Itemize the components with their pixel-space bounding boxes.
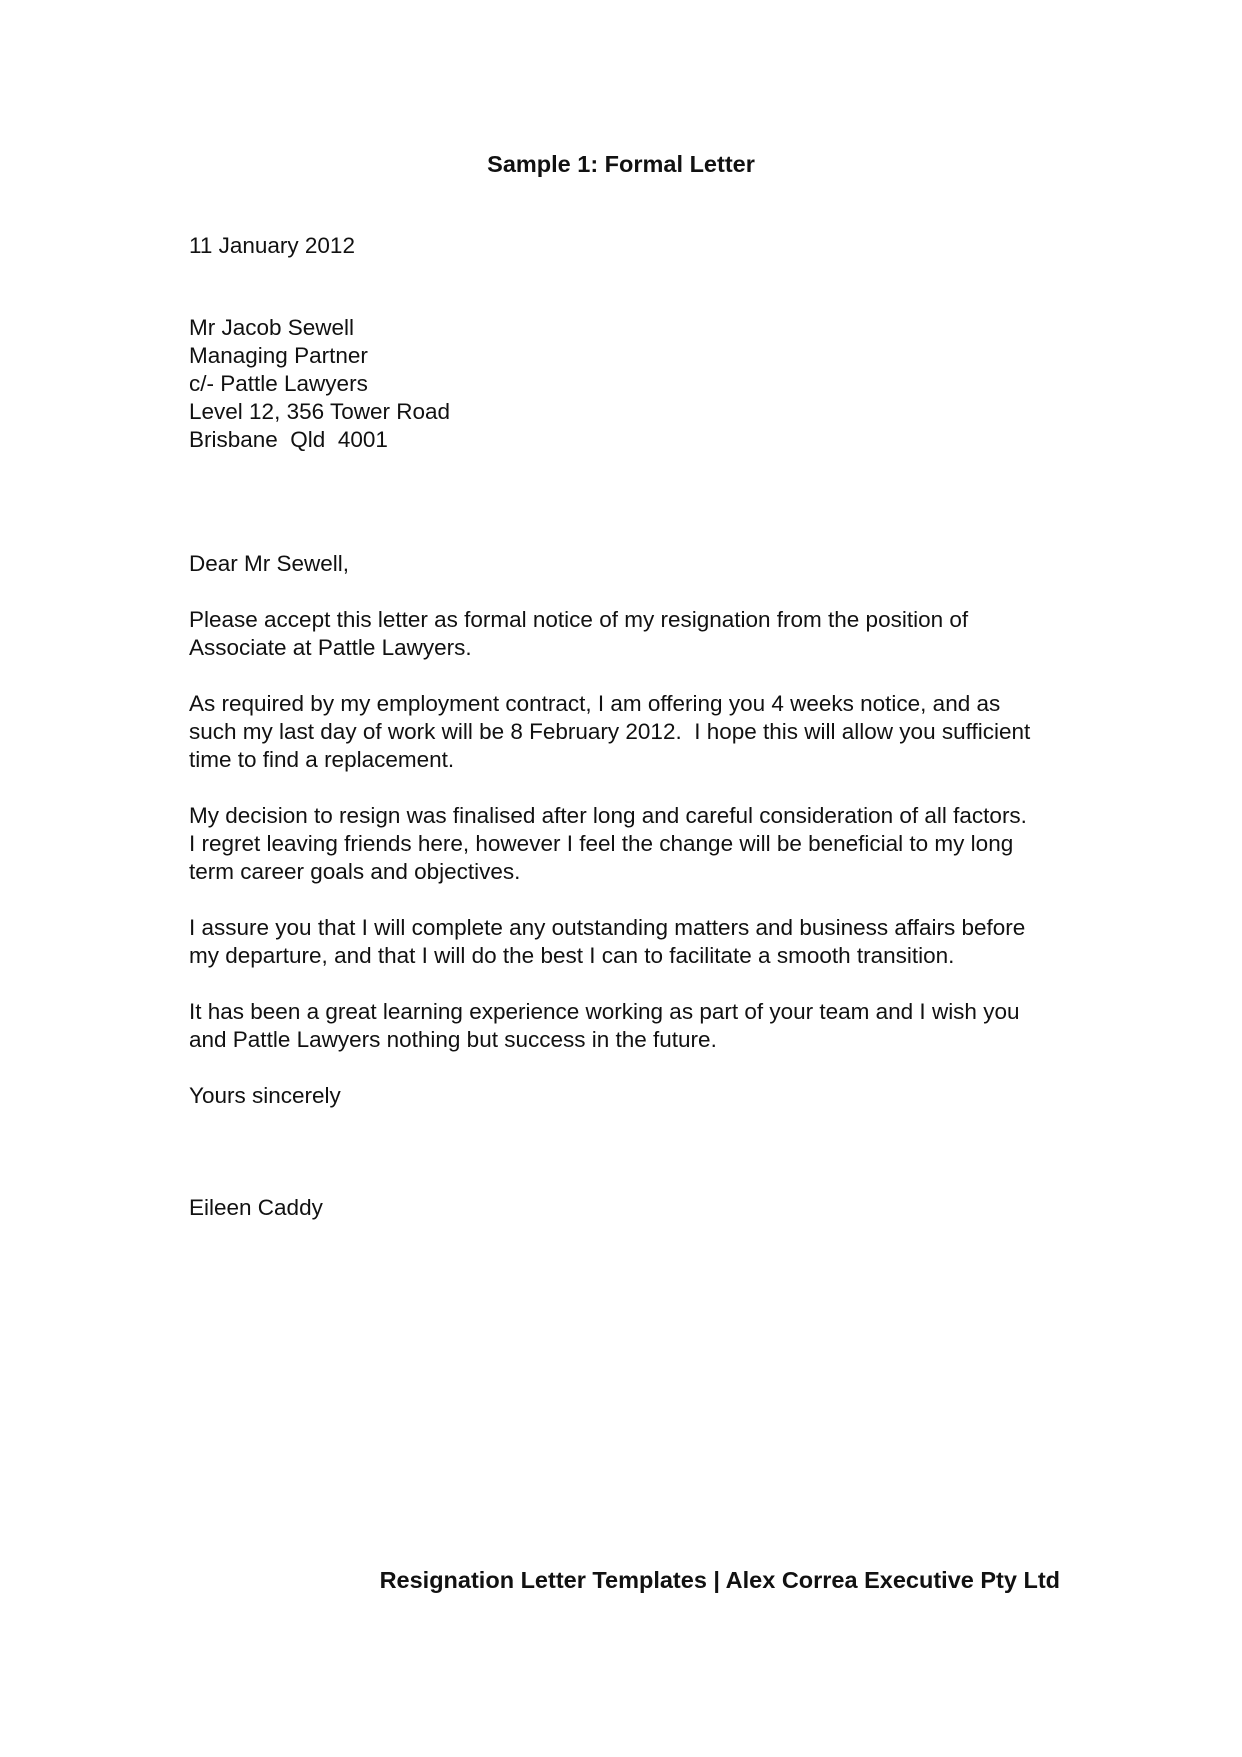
paragraph-2-line-2: such my last day of work will be 8 February 2012. I hope this will allow you sufficient (189, 719, 1031, 744)
signature-name: Eileen Caddy (189, 1195, 323, 1220)
paragraph-4-line-1: I assure you that I will complete any outstanding matters and business affairs before (189, 915, 1026, 940)
recipient-city: Brisbane Qld 4001 (189, 427, 388, 452)
recipient-street: Level 12, 356 Tower Road (189, 399, 451, 424)
page-footer: Resignation Letter Templates | Alex Correa Executive Pty Ltd (379, 1567, 1060, 1593)
salutation: Dear Mr Sewell, (189, 551, 350, 576)
paragraph-3-line-3: term career goals and objectives. (189, 859, 521, 884)
paragraph-3-line-1: My decision to resign was finalised after long and careful consideration of all factors. (189, 803, 1027, 828)
recipient-name: Mr Jacob Sewell (189, 315, 355, 340)
recipient-position: Managing Partner (189, 343, 368, 368)
paragraph-2-line-3: time to find a replacement. (189, 747, 455, 772)
letter-date: 11 January 2012 (189, 233, 355, 258)
paragraph-2-line-1: As required by my employment contract, I am offering you 4 weeks notice, and as (189, 691, 1001, 716)
paragraph-1-line-2: Associate at Pattle Lawyers. (189, 635, 472, 660)
paragraph-4-line-2: my departure, and that I will do the best I can to facilitate a smooth transition. (189, 943, 955, 968)
paragraph-5-line-1: It has been a great learning experience working as part of your team and I wish you (189, 999, 1020, 1024)
recipient-company: c/- Pattle Lawyers (189, 371, 368, 396)
paragraph-3-line-2: I regret leaving friends here, however I feel the change will be beneficial to my long (189, 831, 1014, 856)
page-title: Sample 1: Formal Letter (487, 151, 755, 177)
closing: Yours sincerely (189, 1083, 341, 1108)
paragraph-5-line-2: and Pattle Lawyers nothing but success in the future. (189, 1027, 717, 1052)
paragraph-1-line-1: Please accept this letter as formal notice of my resignation from the position of (189, 607, 969, 632)
